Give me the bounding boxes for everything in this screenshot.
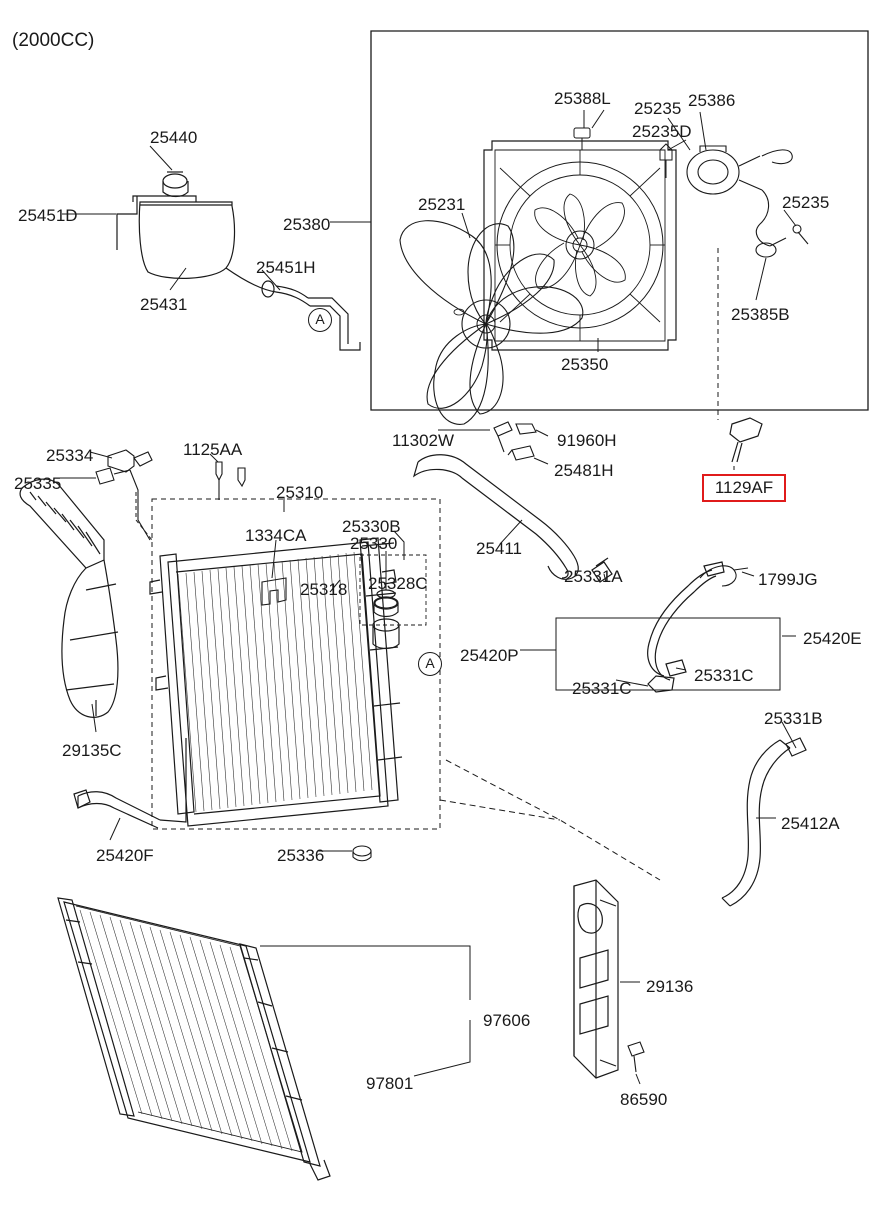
callout-marker-a: A [308, 308, 332, 332]
part-label: 25318 [300, 580, 348, 599]
part-label: 97801 [366, 1074, 414, 1093]
part-label: 25235 [782, 193, 830, 212]
part-label: 91960H [557, 431, 617, 450]
part-label: 25451D [18, 206, 78, 225]
part-label: 25420F [96, 846, 154, 865]
part-label: 1334CA [245, 526, 307, 545]
part-label: 25335 [14, 474, 62, 493]
part-label: 25440 [150, 128, 198, 147]
part-label: 25331C [572, 679, 632, 698]
callout-marker-a: A [418, 652, 442, 676]
part-label: 25235D [632, 122, 692, 141]
highlighted-part-box[interactable] [702, 474, 786, 502]
highlighted-part-number: 1129AF [714, 478, 774, 497]
part-label: 25386 [688, 91, 736, 110]
part-label: 25328C [368, 574, 428, 593]
part-label: 29136 [646, 977, 694, 996]
part-label: 11302W [392, 431, 455, 450]
part-label: 1125AA [183, 440, 243, 459]
part-label: 25330 [350, 534, 398, 553]
part-label: 25380 [283, 215, 331, 234]
part-label: 25431 [140, 295, 188, 314]
part-label: 25420E [803, 629, 862, 648]
part-label: 25310 [276, 483, 324, 502]
part-label: 25411 [476, 539, 523, 558]
part-label: 25350 [561, 355, 609, 374]
part-label: 25231 [418, 195, 466, 214]
part-label: 86590 [620, 1090, 668, 1109]
part-label: 25336 [277, 846, 325, 865]
part-label: 25481H [554, 461, 614, 480]
part-label: 25334 [46, 446, 94, 465]
part-label: 25385B [731, 305, 790, 324]
part-label: 29135C [62, 741, 122, 760]
part-label: 25331A [564, 567, 623, 586]
part-label: 25331B [764, 709, 823, 728]
part-label: 25420P [460, 646, 519, 665]
part-label: 25330B [342, 517, 401, 536]
part-label: 25388L [554, 89, 611, 108]
part-label: 1799JG [758, 570, 818, 589]
part-label: 25412A [781, 814, 840, 833]
part-label: 97606 [483, 1011, 531, 1030]
part-label: 25235 [634, 99, 682, 118]
page-title: (2000CC) [12, 30, 95, 51]
part-label: 25451H [256, 258, 316, 277]
part-label: 25331C [694, 666, 754, 685]
